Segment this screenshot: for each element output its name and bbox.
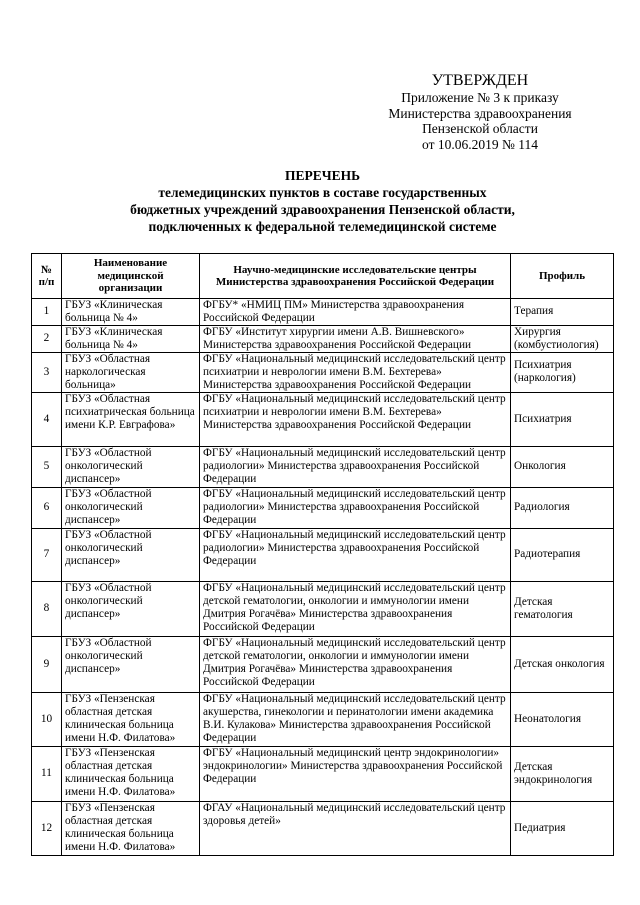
row-profile: Педиатрия [511, 801, 614, 855]
header-center: Научно-медицинские исследовательские центры Министерства здравоохранения Российской Федерации [200, 254, 511, 299]
row-center: ФГБУ «Национальный медицинский исследовательский центр радиологии» Министерства здравоохранения Российской Федерации [200, 528, 511, 581]
row-num: 6 [32, 487, 62, 528]
row-profile: Терапия [511, 299, 614, 326]
row-org: ГБУЗ «Областной онкологический диспансер» [62, 446, 200, 487]
title-line-1: телемедицинских пунктов в составе государственных [158, 185, 487, 200]
row-org: ГБУЗ «Пензенская областная детская клиническая больница имени Н.Ф. Филатова» [62, 801, 200, 855]
table-row [32, 692, 614, 746]
approval-line-1: Приложение № 3 к приказу [401, 90, 559, 105]
row-org: ГБУЗ «Пензенская областная детская клиническая больница имени Н.Ф. Филатова» [62, 692, 200, 746]
table-row [32, 528, 614, 581]
row-num: 9 [32, 636, 62, 692]
row-num: 1 [32, 299, 62, 326]
row-org: ГБУЗ «Областная психиатрическая больница имени К.Р. Евграфова» [62, 392, 200, 446]
row-org: ГБУЗ «Областной онкологический диспансер» [62, 487, 200, 528]
row-profile: Онкология [511, 446, 614, 487]
row-org: ГБУЗ «Областной онкологический диспансер» [62, 528, 200, 581]
title-main: ПЕРЕЧЕНЬ [284, 168, 361, 183]
header-org: Наименование медицинской организации [62, 254, 200, 299]
row-org: ГБУЗ «Клиническая больница № 4» [62, 299, 200, 326]
row-center: ФГБУ «Национальный медицинский центр эндокринологии» эндокринологии» Министерства здравоохранения Российской Федерации [200, 746, 511, 801]
title-line-2: бюджетных учреждений здравоохранения Пензенской области, [130, 202, 515, 217]
row-profile: Хирургия (комбустиология) [511, 325, 614, 352]
approval-heading: УТВЕРЖДЕН [431, 72, 529, 89]
table-row [32, 352, 614, 392]
row-profile: Неонатология [511, 692, 614, 746]
approval-line-4: от 10.06.2019 № 114 [422, 136, 538, 152]
row-num: 2 [32, 325, 62, 352]
row-center: ФГБУ «Институт хирургии имени А.В. Вишневского» Министерства здравоохранения Российской Федерации [200, 325, 511, 352]
table-row [32, 325, 614, 352]
row-num: 8 [32, 581, 62, 636]
row-profile: Психиатрия [511, 392, 614, 446]
row-center: ФГБУ «Национальный медицинский исследовательский центр детской гематологии, онкологии и иммунологии имени Дмитрия Рогачёва» Министерства здравоохранения Российской Федерации [200, 581, 511, 636]
row-center: ФГАУ «Национальный медицинский исследовательский центр здоровья детей» [200, 801, 511, 855]
row-profile: Психиатрия (наркология) [511, 352, 614, 392]
row-num: 5 [32, 446, 62, 487]
approval-line-2: Министерства здравоохранения [388, 105, 572, 121]
approval-block [355, 72, 605, 152]
document-title [40, 167, 605, 235]
table-row [32, 299, 614, 326]
table-row [32, 801, 614, 855]
row-profile: Детская онкология [511, 636, 614, 692]
row-profile: Детская гематология [511, 581, 614, 636]
row-center: ФГБУ «Национальный медицинский исследовательский центр радиологии» Министерства здравоохранения Российской Федерации [200, 487, 511, 528]
row-center: ФГБУ «Национальный медицинский исследовательский центр радиологии» Министерства здравоохранения Российской Федерации [200, 446, 511, 487]
approval-line-3: Пензенской области [422, 121, 538, 136]
row-org: ГБУЗ «Областной онкологический диспансер» [62, 636, 200, 692]
row-center: ФГБУ «Национальный медицинский исследовательский центр детской гематологии, онкологии и иммунологии имени Дмитрия Рогачёва» Министерства здравоохранения Российской Федерации [200, 636, 511, 692]
row-num: 11 [32, 746, 62, 801]
row-center: ФГБУ* «НМИЦ ПМ» Министерства здравоохранения Российской Федерации [200, 299, 511, 326]
row-org: ГБУЗ «Пензенская областная детская клиническая больница имени Н.Ф. Филатова» [62, 746, 200, 801]
table-row [32, 446, 614, 487]
header-num: № п/п [32, 254, 62, 299]
table-row [32, 581, 614, 636]
row-profile: Детская эндокринология [511, 746, 614, 801]
header-profile: Профиль [511, 254, 614, 299]
row-profile: Радиотерапия [511, 528, 614, 581]
row-profile: Радиология [511, 487, 614, 528]
table-row [32, 636, 614, 692]
row-center: ФГБУ «Национальный медицинский исследовательский центр психиатрии и неврологии имени В.М. Бехтерева» Министерства здравоохранения Российской Федерации [200, 352, 511, 392]
row-num: 7 [32, 528, 62, 581]
table-row [32, 746, 614, 801]
row-num: 3 [32, 352, 62, 392]
row-org: ГБУЗ «Областная наркологическая больница» [62, 352, 200, 392]
row-center: ФГБУ «Национальный медицинский исследовательский центр психиатрии и неврологии имени В.М. Бехтерева» Министерства здравоохранения Российской Федерации [200, 392, 511, 446]
table-header-row [32, 254, 614, 299]
row-org: ГБУЗ «Клиническая больница № 4» [62, 325, 200, 352]
row-org: ГБУЗ «Областной онкологический диспансер» [62, 581, 200, 636]
row-num: 4 [32, 392, 62, 446]
row-num: 10 [32, 692, 62, 746]
table-row [32, 487, 614, 528]
table-row [32, 392, 614, 446]
title-line-3: подключенных к федеральной телемедицинской системе [148, 219, 497, 234]
telemedicine-table [31, 253, 614, 856]
row-num: 12 [32, 801, 62, 855]
row-center: ФГБУ «Национальный медицинский исследовательский центр акушерства, гинекологии и перинатологии имени академика В.И. Кулакова» Министерства здравоохранения Российской Федерации [200, 692, 511, 746]
